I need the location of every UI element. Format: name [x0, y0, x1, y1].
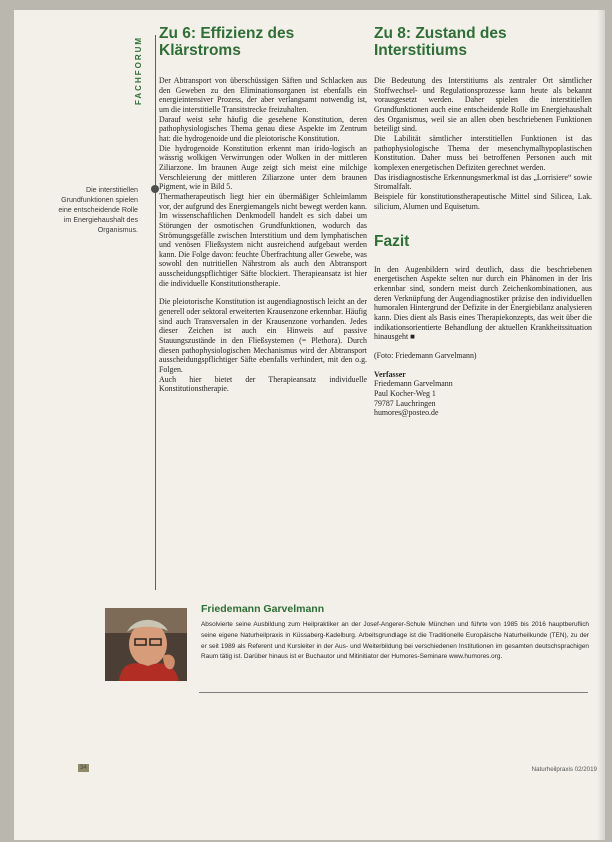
author-line: Friedemann Garvelmann	[374, 379, 453, 389]
scan-edge-shadow	[597, 10, 605, 840]
page-number: 34	[80, 765, 87, 771]
author-email: humores@posteo.de	[374, 408, 439, 418]
author-photo	[105, 608, 187, 681]
paragraph: Die pleiotorische Konstitution ist augendiagnostisch leicht an der generell oder sektoral erweiterten Krausenzone erkennbar. Häufig sind auch Transversalen in der Krausenzone vorhanden. Jedes dieser Zeichen ist auch ein Hinweis auf passive Stauungszustände in den Fließsystemen (= Plethora). Durch diesen pathophysiologischen Mechanismus wird der Abtransport ausscheidungspflichtiger Säfte ebenfalls verhindert, mit den o.g. Folgen.	[159, 297, 367, 375]
paragraph: Darauf weist sehr häufig die gesehene Konstitution, deren pathophysiologisches Thema genau diese Aspekte im Zentrum hat: die hydrogenoide und die pleiotorische Konstitution.	[159, 114, 367, 143]
paragraph: Der Abtransport von überschüssigen Säften und Schlacken aus den Geweben zu den Eliminationsorganen ist ebenfalls ein energieintensiver Prozess, der aber verlangsamt notwendig ist, um die interstitielle Transitstrecke freizuhalten.	[159, 76, 367, 114]
paragraph-gap	[374, 361, 592, 370]
heading-fazit: Fazit	[374, 233, 410, 251]
paragraph: Thermatherapeutisch liegt hier ein übermäßiger Schleimlamm vor, der aufgrund des Energiemangels nicht bewegt werden kann. Im wissenschaftlichen Denkmodell handelt es sich dabei um Störungen der osmotischen Grundfunktionen, wodurch das Strömungsgefälle zwischen Interstitium und dem lymphatischen und venösen Fließsystem nicht ausreichend aufgebaut werden kann. Die Folge davon: feuchte Überfrachtung aller Gewebe, was sowohl den nutritiellen Nährstrom als auch den Abtransport ausscheidungspflichtiger Säfte blockiert. Therapieansatz ist hier die individuelle Konstitutionstherapie.	[159, 191, 367, 288]
paragraph-gap	[159, 288, 367, 297]
paragraph: Die hydrogenoide Konstitution erkennt man irido-logisch an wässrig wolkigen Verwirrungen oder Wolken in der mittleren Ziliarzone. Im braunen Auge zeigt sich meist eine milchige Verschleierung der mittleren Ziliarzone unter dem braunen Pigment, wie in Bild 5.	[159, 143, 367, 192]
paragraph: Die Labilität sämtlicher interstitiellen Funktionen ist das pathophysiologische Thema der mesenchymalhypoplastischen Konstitution. Daher muss bei betroffenen Personen auch mit komplexen energetischen Defiziten gerechnet werden.	[374, 133, 592, 172]
fazit-text: In den Augenbildern wird deutlich, dass die beschriebenen energetischen Aspekte selten nur durch ein Phänomen in der Iris erkennbar sind, sondern meist durch Zeichenkombinationen, aus deren Verknüpfung der Augendiagnostiker präzise den individuellen humoralen Hintergrund der Defizite in der Energiebilanz analysieren kann. Dies dient als Basis eines Therapiekonzepts, das weit über die indikationsorientierte Behandlung der aktuellen Krankheitssituation hinausgeht ■	[374, 264, 592, 342]
author-line: 79787 Lauchringen	[374, 398, 436, 408]
vertical-divider	[155, 35, 156, 590]
heading-section-8: Zu 8: Zustand des Interstitiums	[374, 25, 507, 59]
bio-name: Friedemann Garvelmann	[201, 603, 325, 615]
heading-section-6: Zu 6: Effizienz des Klärstroms	[159, 25, 295, 59]
column-right	[374, 26, 592, 418]
paragraph: Auch hier bietet der Therapieansatz individuelle Konstitutionstherapie.	[159, 374, 367, 394]
sidenote: Die interstitiellen Grundfunktionen spielen eine entscheidende Rolle im Energiehaushalt des Organismus.	[58, 186, 138, 234]
portrait-image	[105, 608, 187, 681]
paragraph-gap	[374, 342, 592, 351]
author-line: Paul Kocher-Weg 1	[374, 388, 436, 398]
paragraph: Die Bedeutung des Interstitiums als zentraler Ort sämtlicher Stoffwechsel- und Regulationsprozesse kann heute als bekannt vorausgesetzt werden. Daher spielen die interstitiellen Grundfunktionen auch eine entscheidende Rolle im Energiehaushalt des Organismus, weil sie an allen oben beschriebenen Funktionen beteiligt sind.	[374, 76, 592, 134]
author-bio-box	[105, 600, 593, 696]
magazine-issue: Naturheilpraxis 02/2019	[531, 766, 597, 773]
bio-rule	[199, 692, 588, 693]
section-label: FACHFORUM	[134, 35, 144, 105]
photo-credit: (Foto: Friedemann Garvelmann)	[374, 350, 477, 360]
paragraph: Das irisdiagnostische Erkennungsmerkmal ist das „Lorrisiere“ sowie Stromalfalt.	[374, 172, 592, 192]
bio-text: Absolvierte seine Ausbildung zum Heilpraktiker an der Josef-Angerer-Schule München und führte von 1985 bis 2016 hauptberuflich seine eigene Naturheilpraxis in Küssaberg-Kadelburg. Arbeitsgrundlage ist die Traditionelle Europäische Naturheilkunde (TEN), zu der er seit 1989 als Referent und Kursleiter in der Aus- und Weiterbildung bei verschiedenen Institutionen im gesamten deutschsprachigen Raum tätig ist. Darüber hinaus ist er Buchautor und Mitinitiator der Humores-Seminare www.humores.org.	[201, 621, 589, 661]
author-label: Verfasser	[374, 369, 406, 379]
sidenote-bullet-icon	[151, 185, 159, 193]
heading-gap	[159, 59, 367, 76]
heading-gap	[374, 59, 592, 76]
paragraph: Beispiele für konstitutionstherapeutische Mittel sind Silicea, Lak. silicium, Alumen und Equisetum.	[374, 191, 592, 211]
magazine-page	[14, 10, 605, 840]
column-left	[159, 26, 367, 394]
